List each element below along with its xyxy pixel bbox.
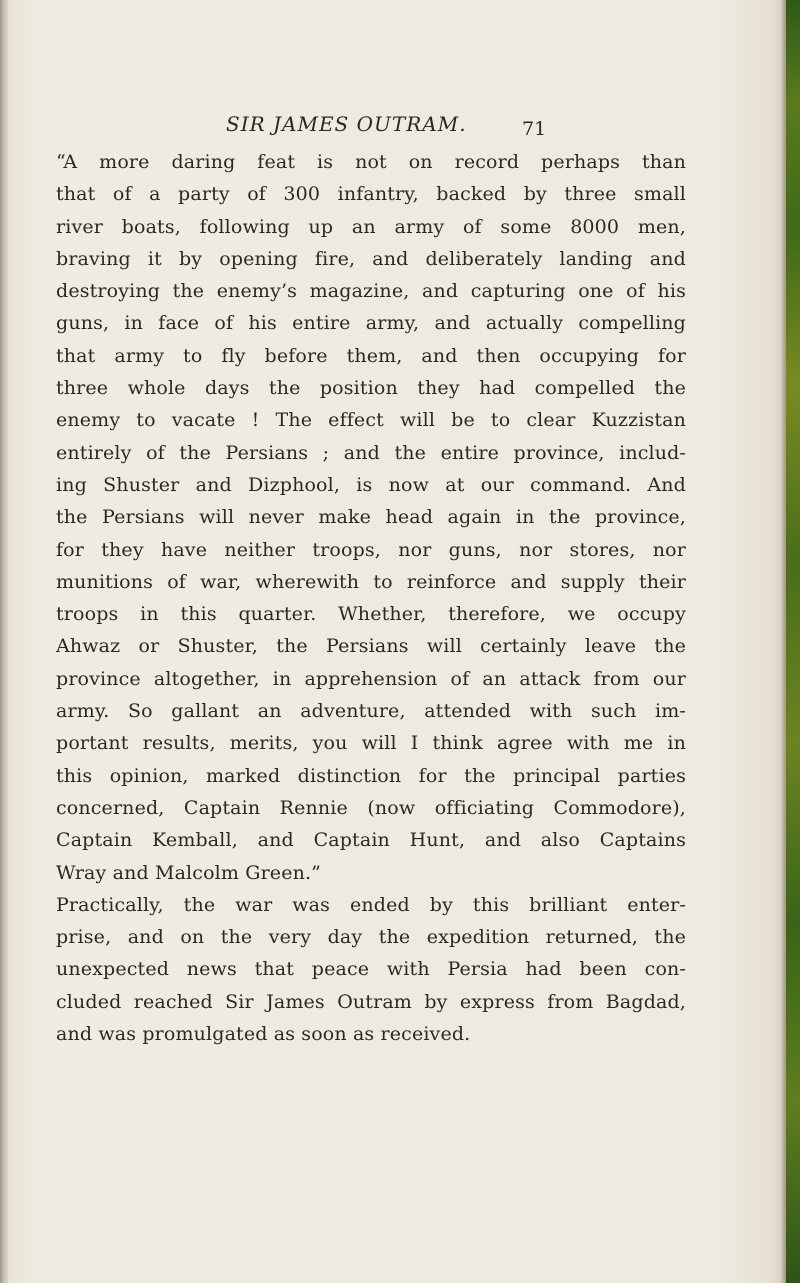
- body-text: [56, 146, 686, 1050]
- text-line: and was promulgated as soon as received.: [56, 1023, 471, 1046]
- page-gutter-left: [0, 0, 8, 1283]
- text-line: river boats, following up an army of some 8000 men,: [56, 215, 686, 238]
- page-number: 71: [522, 118, 547, 140]
- text-line: braving it by opening fire, and deliberately landing and: [56, 247, 686, 270]
- text-line: enemy to vacate ! The effect will be to clear Kuzzistan: [56, 409, 686, 432]
- text-line: that of a party of 300 infantry, backed by three small: [56, 183, 686, 206]
- text-line: this opinion, marked distinction for the principal parties: [56, 764, 686, 787]
- text-line: guns, in face of his entire army, and actually compelling: [56, 312, 686, 335]
- text-line: cluded reached Sir James Outram by express from Bagdad,: [56, 990, 686, 1013]
- text-line: the Persians will never make head again in the province,: [56, 506, 686, 529]
- text-line: Ahwaz or Shuster, the Persians will certainly leave the: [56, 635, 686, 658]
- text-line: Captain Kemball, and Captain Hunt, and also Captains: [56, 829, 686, 852]
- running-title: SIR JAMES OUTRAM.: [226, 112, 467, 136]
- text-line: three whole days the position they had compelled the: [56, 377, 686, 400]
- running-head: [0, 112, 800, 142]
- text-line: prise, and on the very day the expedition returned, the: [56, 926, 686, 949]
- text-line: Wray and Malcolm Green.”: [56, 861, 322, 884]
- text-line: that army to fly before them, and then occupying for: [56, 344, 686, 367]
- text-line: destroying the enemy’s magazine, and capturing one of his: [56, 280, 686, 303]
- text-line: concerned, Captain Rennie (now officiating Commodore),: [56, 796, 686, 819]
- text-line: troops in this quarter. Whether, therefore, we occupy: [56, 603, 686, 626]
- text-line: munitions of war, wherewith to reinforce and supply their: [56, 570, 686, 593]
- book-cover-edge: [786, 0, 800, 1283]
- text-line: unexpected news that peace with Persia had been con-: [56, 958, 686, 981]
- text-line: ing Shuster and Dizphool, is now at our command. And: [56, 473, 686, 496]
- text-line: “A more daring feat is not on record perhaps than: [56, 151, 686, 173]
- text-line: entirely of the Persians ; and the entire province, includ-: [56, 441, 686, 464]
- text-line: for they have neither troops, nor guns, nor stores, nor: [56, 538, 686, 561]
- text-line: province altogether, in apprehension of an attack from our: [56, 667, 686, 690]
- text-line: army. So gallant an adventure, attended with such im-: [56, 700, 686, 723]
- text-line: Practically, the war was ended by this brilliant enter-: [56, 893, 686, 916]
- text-line: portant results, merits, you will I think agree with me in: [56, 732, 686, 755]
